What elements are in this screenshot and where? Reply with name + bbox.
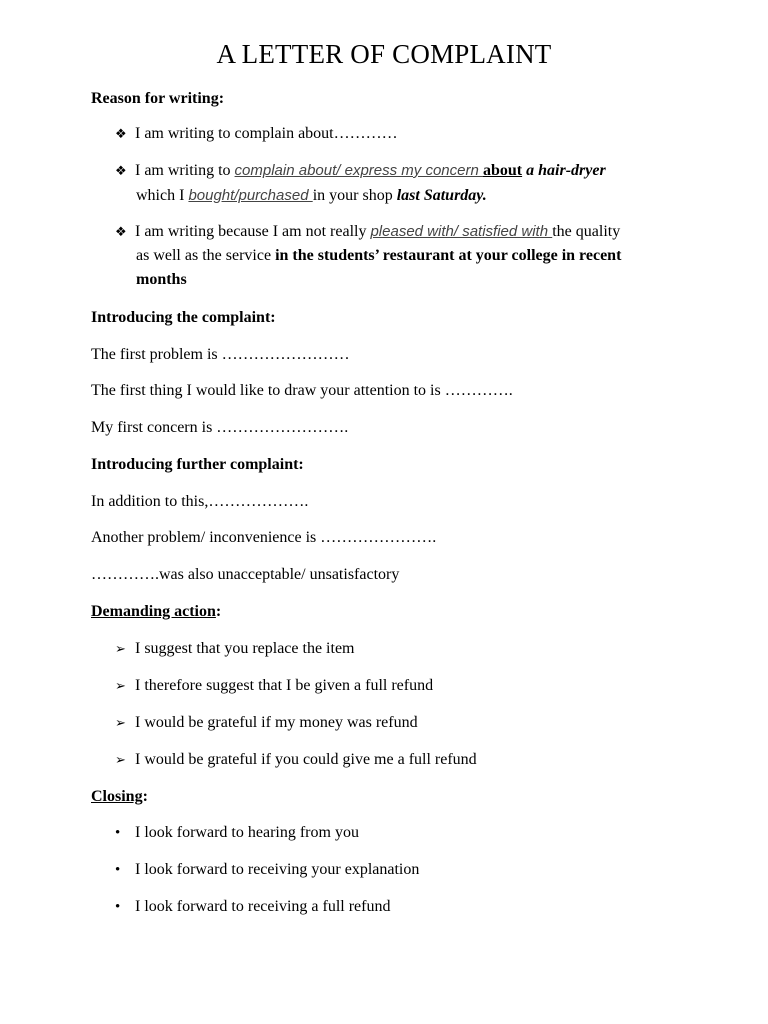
list-item-text: I would be grateful if you could give me a full refund bbox=[135, 751, 477, 768]
section-heading-demanding: Demanding action: bbox=[91, 603, 222, 620]
list-item-text: I am writing to complain about………… bbox=[135, 125, 398, 142]
arrowhead-bullet-icon: ➢ bbox=[115, 716, 126, 731]
diamond-bullet-icon: ❖ bbox=[115, 225, 127, 240]
dot-bullet-icon: • bbox=[115, 825, 121, 841]
list-item bbox=[115, 711, 418, 736]
list-item bbox=[115, 674, 433, 699]
diamond-bullet-icon: ❖ bbox=[115, 127, 127, 142]
section-heading-closing: Closing: bbox=[91, 788, 148, 805]
arrowhead-bullet-icon: ➢ bbox=[115, 679, 126, 694]
dot-bullet-icon: • bbox=[115, 899, 121, 915]
arrowhead-bullet-icon: ➢ bbox=[115, 642, 126, 657]
phrase-line: The first thing I would like to draw your attention to is …………. bbox=[91, 382, 513, 399]
phrase-line: ………….was also unacceptable/ unsatisfactory bbox=[91, 566, 400, 583]
phrase-line: Another problem/ inconvenience is …………………. bbox=[91, 529, 437, 546]
list-item-text: I am writing to bbox=[135, 162, 235, 179]
emphasis-text: about bbox=[483, 162, 523, 179]
emphasis-text: in the students’ restaurant at your college in recent bbox=[275, 247, 622, 264]
list-item bbox=[115, 858, 419, 882]
highlighted-phrase: pleased with/ satisfied with bbox=[370, 223, 553, 240]
section-heading-introducing: Introducing the complaint: bbox=[91, 309, 276, 326]
list-item-text: I look forward to receiving a full refund bbox=[135, 898, 391, 915]
phrase-line: My first concern is ……………………. bbox=[91, 419, 349, 436]
highlighted-phrase: bought/purchased bbox=[188, 187, 313, 204]
list-item bbox=[115, 821, 359, 845]
list-item-text: I therefore suggest that I be given a full refund bbox=[135, 677, 434, 694]
page-title: A LETTER OF COMPLAINT bbox=[216, 39, 552, 69]
list-item bbox=[115, 159, 606, 184]
list-item-continuation: which I bought/purchased in your shop last Saturday. bbox=[136, 187, 487, 204]
list-item bbox=[115, 122, 398, 147]
list-item bbox=[115, 637, 354, 662]
list-item: ❖ I am writing because I am not really pleased with/ satisfied with the quality bbox=[115, 220, 620, 245]
section-heading-further: Introducing further complaint: bbox=[91, 456, 304, 473]
arrowhead-bullet-icon: ➢ bbox=[115, 753, 126, 768]
list-item-text: I am writing because I am not really bbox=[135, 223, 371, 240]
list-item-text: I look forward to receiving your explanation bbox=[135, 861, 420, 878]
list-item bbox=[115, 895, 390, 919]
list-item-continuation bbox=[136, 268, 187, 292]
emphasis-text: months bbox=[136, 271, 187, 288]
list-item bbox=[115, 748, 477, 773]
diamond-bullet-icon: ❖ bbox=[115, 164, 127, 179]
section-heading-reason: Reason for writing: bbox=[91, 90, 225, 107]
emphasis-text: a hair-dryer bbox=[526, 162, 606, 179]
phrase-line: In addition to this,………………. bbox=[91, 493, 309, 510]
dot-bullet-icon: • bbox=[115, 862, 121, 878]
emphasis-text: last Saturday. bbox=[396, 187, 487, 204]
list-item-text: I suggest that you replace the item bbox=[135, 640, 355, 657]
highlighted-phrase: complain about/ express my concern bbox=[234, 162, 483, 179]
list-item-text: I would be grateful if my money was refund bbox=[135, 714, 418, 731]
list-item-continuation: as well as the service in the students’ restaurant at your college in recent bbox=[136, 247, 622, 264]
phrase-line: The first problem is …………………… bbox=[91, 346, 350, 363]
list-item-text: I look forward to hearing from you bbox=[135, 824, 359, 841]
